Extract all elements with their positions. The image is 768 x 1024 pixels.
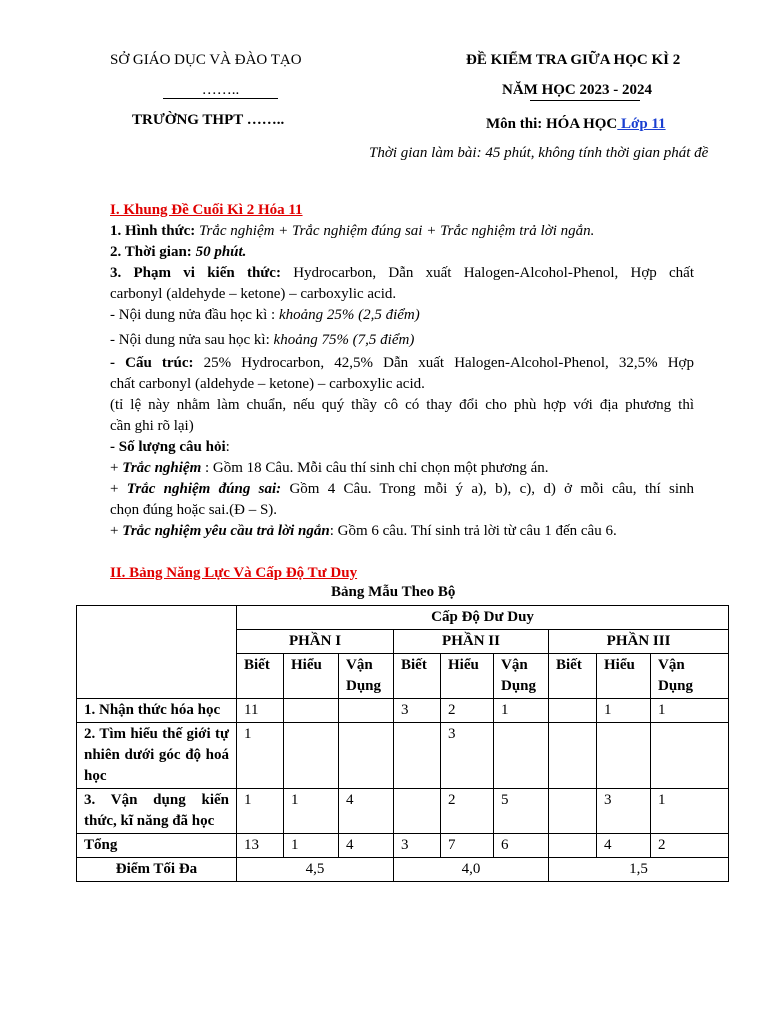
table-cell [597, 723, 651, 789]
mc-label: Trắc nghiệm [122, 460, 202, 476]
level-cell: Vận Dụng [339, 654, 394, 699]
tf-line2: chọn đúng hoặc sai.(Đ – S). [110, 502, 278, 518]
table-cell: 2 [441, 789, 494, 834]
table-cell: 6 [494, 834, 549, 858]
level-cell: Hiểu [597, 654, 651, 699]
mc-text: : Gồm 18 Câu. Mỗi câu thí sinh chỉ chọn một phương án. [201, 460, 549, 476]
row-label: 2. Tìm hiểu thế giới tự nhiên dưới góc độ hoá học [77, 723, 237, 789]
table-cell [284, 699, 339, 723]
first-half-line [110, 305, 420, 326]
department-placeholder: …….. [163, 82, 278, 99]
mc-prefix: + [110, 460, 123, 476]
time-value: 50 phút. [191, 244, 247, 260]
subject-line [486, 116, 666, 133]
level-cell: Vận Dụng [494, 654, 549, 699]
table-cell [339, 723, 394, 789]
table-cell: 2 [441, 699, 494, 723]
table-cell: 4 [339, 834, 394, 858]
table-max-row [77, 858, 729, 882]
table-cell [394, 723, 441, 789]
table-header-row-1 [77, 606, 729, 630]
table-cell [549, 699, 597, 723]
competency-table [76, 605, 729, 882]
first-half-value: khoảng 25% (2,5 điểm) [278, 307, 420, 323]
table-total-row [77, 834, 729, 858]
table-caption: Bảng Mẫu Theo Bộ [331, 584, 456, 600]
table-cell [549, 834, 597, 858]
mc-line [110, 458, 549, 479]
structure-line1 [110, 353, 694, 374]
time-label: 2. Thời gian: [110, 244, 192, 260]
table-cell: 1 [237, 723, 284, 789]
table-cell [494, 723, 549, 789]
part-1-header: PHẦN I [237, 630, 394, 654]
corner-cell [77, 606, 237, 699]
level-cell: Vận Dụng [651, 654, 729, 699]
level-cell: Biết [394, 654, 441, 699]
structure-line2: chất carbonyl (aldehyde – ketone) – carboxylic acid. [110, 376, 425, 392]
table-cell: 5 [494, 789, 549, 834]
table-cell: 2 [651, 834, 729, 858]
form-value: Trắc nghiệm + Trắc nghiệm đúng sai + Trắc nghiệm trả lời ngắn. [195, 223, 595, 239]
subject-label: Môn thi: HÓA HỌC [486, 116, 618, 132]
second-half-prefix: - Nội dung nửa sau học kì: [110, 332, 274, 348]
table-cell: 3 [441, 723, 494, 789]
part-3-header: PHẦN III [549, 630, 729, 654]
table-cell [284, 723, 339, 789]
scope-line1 [110, 263, 694, 284]
max-score-part2: 4,0 [394, 858, 549, 882]
table-cell: 1 [494, 699, 549, 723]
table-row [77, 723, 729, 789]
table-cell: 1 [651, 789, 729, 834]
question-count-line [110, 437, 230, 458]
table-cell: 3 [597, 789, 651, 834]
table-cell: 1 [597, 699, 651, 723]
time-line [110, 242, 246, 263]
table-cell: 7 [441, 834, 494, 858]
form-label: 1. Hình thức: [110, 223, 196, 239]
scope-text1: Hydrocarbon, Dẫn xuất Halogen-Alcohol-Phenol, Hợp chất [280, 265, 694, 281]
second-half-value: khoảng 75% (7,5 điểm) [273, 332, 415, 348]
row-label: 1. Nhận thức hóa học [77, 699, 237, 723]
level-cell: Hiểu [284, 654, 339, 699]
table-cell: 3 [394, 834, 441, 858]
table-cell [651, 723, 729, 789]
form-line [110, 221, 594, 242]
max-score-part1: 4,5 [237, 858, 394, 882]
year-underline [530, 100, 640, 101]
table-cell: 1 [237, 789, 284, 834]
table-cell [394, 789, 441, 834]
table-cell: 4 [597, 834, 651, 858]
department-name: SỞ GIÁO DỤC VÀ ĐÀO TẠO [110, 52, 302, 68]
second-half-line [110, 330, 414, 351]
scope-line2: carbonyl (aldehyde – ketone) – carboxylic acid. [110, 286, 397, 302]
section1-title: I. Khung Đề Cuối Kì 2 Hóa 11 [110, 202, 303, 218]
grade-link[interactable]: Lớp 11 [617, 116, 666, 132]
part-2-header: PHẦN II [394, 630, 549, 654]
school-name: TRƯỜNG THPT …….. [132, 112, 285, 128]
row-label: 3. Vận dụng kiến thức, kĩ năng đã học [77, 789, 237, 834]
time-note: Thời gian làm bài: 45 phút, không tính thời gian phát đề [369, 145, 709, 161]
table-cell: 1 [284, 834, 339, 858]
level-cell: Biết [237, 654, 284, 699]
table-cell: 1 [284, 789, 339, 834]
table-cell [549, 789, 597, 834]
sa-line [110, 521, 617, 542]
level-header: Cấp Độ Dư Duy [237, 606, 729, 630]
section2-title: II. Bảng Năng Lực Và Cấp Độ Tư Duy [110, 565, 358, 581]
level-cell: Biết [549, 654, 597, 699]
row-label: Tổng [77, 834, 237, 858]
tf-prefix: + [110, 481, 127, 497]
table-row [77, 699, 729, 723]
scope-label: 3. Phạm vi kiến thức: [110, 265, 281, 281]
max-score-part3: 1,5 [549, 858, 729, 882]
sa-label: Trắc nghiệm yêu cầu trả lời ngắn [122, 523, 330, 539]
level-cell: Hiểu [441, 654, 494, 699]
tf-label: Trắc nghiệm đúng sai: [126, 481, 282, 497]
table-cell: 4 [339, 789, 394, 834]
table-cell: 1 [651, 699, 729, 723]
sa-prefix: + [110, 523, 123, 539]
table-cell: 13 [237, 834, 284, 858]
max-score-label: Điểm Tối Đa [77, 858, 237, 882]
note-line2: cần ghi rõ lại) [110, 418, 194, 434]
tf-line1 [110, 479, 694, 500]
sa-text: : Gồm 6 câu. Thí sinh trả lời từ câu 1 đến câu 6. [329, 523, 617, 539]
tf-text1: Gồm 4 Câu. Trong mỗi ý a), b), c), d) ở mỗi câu, thí sinh [281, 481, 694, 497]
first-half-prefix: - Nội dung nửa đầu học kì : [110, 307, 279, 323]
question-count-colon: : [225, 439, 230, 455]
structure-label: - Cấu trúc: [110, 355, 194, 371]
table-cell [549, 723, 597, 789]
question-count-label: - Số lượng câu hỏi [110, 439, 226, 455]
table-row [77, 789, 729, 834]
note-line1: (tỉ lệ này nhằm làm chuẩn, nếu quý thầy cô có thay đổi cho phù hợp với địa phương thì [110, 397, 694, 413]
table-cell [339, 699, 394, 723]
table-cell: 11 [237, 699, 284, 723]
structure-text1: 25% Hydrocarbon, 42,5% Dẫn xuất Halogen-Alcohol-Phenol, 32,5% Hợp [193, 355, 694, 371]
exam-title: ĐỀ KIỂM TRA GIỮA HỌC KÌ 2 [466, 52, 681, 68]
school-year: NĂM HỌC 2023 - 2024 [502, 82, 652, 98]
table-cell: 3 [394, 699, 441, 723]
